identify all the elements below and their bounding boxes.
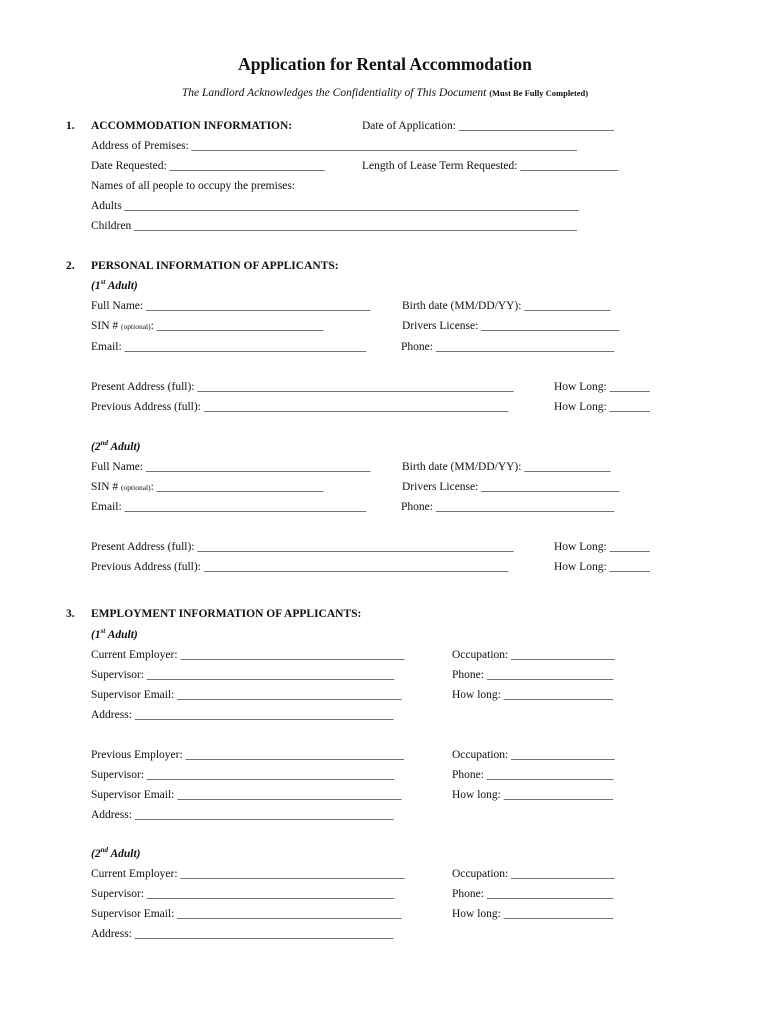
adult-1-previous-how-long-field[interactable]: How long: ___________________	[452, 789, 613, 801]
subtitle	[0, 87, 770, 99]
page-title: Application for Rental Accommodation	[238, 54, 532, 74]
section-1-number: 1.	[66, 120, 75, 132]
section-2-heading: PERSONAL INFORMATION OF APPLICANTS:	[91, 260, 339, 272]
adult-1-previous-employer-field[interactable]: Previous Employer: ______________________________________	[91, 749, 405, 761]
adult-2-drivers-license-field[interactable]: Drivers License: ________________________	[402, 481, 620, 493]
date-requested-field[interactable]: Date Requested: ___________________________	[91, 160, 325, 172]
adult-2-phone-field[interactable]: Phone: _______________________________	[401, 501, 615, 513]
date-of-application-field[interactable]: Date of Application: ___________________________	[362, 120, 615, 132]
adult-1-previous-address-field[interactable]: Address: _____________________________________________	[91, 809, 394, 821]
adult-1-phone-field[interactable]: Phone: _______________________________	[401, 341, 615, 353]
adult-1-drivers-license-field[interactable]: Drivers License: ________________________	[402, 320, 620, 332]
adult-2-previous-how-long-field[interactable]: How Long: _______	[554, 561, 650, 573]
adult-1-current-occupation-field[interactable]: Occupation: __________________	[452, 649, 615, 661]
adult-2-current-phone-field[interactable]: Phone: ______________________	[452, 888, 614, 900]
adults-field[interactable]: Adults _______________________________________________________________________________	[91, 200, 579, 212]
adult-1-birth-date-field[interactable]: Birth date (MM/DD/YY): _______________	[402, 300, 611, 312]
adult-1-email-field[interactable]: Email: __________________________________________	[91, 341, 367, 353]
section-1-heading: ACCOMMODATION INFORMATION:	[91, 120, 293, 132]
adult-1-current-supervisor-field[interactable]: Supervisor: ___________________________________________	[91, 669, 395, 681]
section-2-number: 2.	[66, 260, 75, 272]
adult-2-previous-address-field[interactable]: Previous Address (full): _____________________________________________________	[91, 561, 509, 573]
adult-2-email-field[interactable]: Email: __________________________________________	[91, 501, 367, 513]
adult-2-current-occupation-field[interactable]: Occupation: __________________	[452, 868, 615, 880]
adult-2-current-employer-field[interactable]: Current Employer: _______________________________________	[91, 868, 405, 880]
adult-2-current-address-field[interactable]: Address: _____________________________________________	[91, 928, 394, 940]
adult-1-previous-phone-field[interactable]: Phone: ______________________	[452, 769, 614, 781]
adult-2-birth-date-field[interactable]: Birth date (MM/DD/YY): _______________	[402, 461, 611, 473]
adult-2-sin-field[interactable]: SIN # (optional): _____________________________	[91, 481, 324, 493]
adult-1-current-how-long-field[interactable]: How long: ___________________	[452, 689, 613, 701]
adult-2-current-supervisor-field[interactable]: Supervisor: ___________________________________________	[91, 888, 395, 900]
personal-adult-1-label: (1st Adult)	[91, 278, 138, 292]
adult-2-full-name-field[interactable]: Full Name: _______________________________________	[91, 461, 371, 473]
section-3-heading: EMPLOYMENT INFORMATION OF APPLICANTS:	[91, 608, 362, 620]
children-field[interactable]: Children _____________________________________________________________________________	[91, 220, 577, 232]
personal-adult-2-label: (2nd Adult)	[91, 439, 141, 453]
adult-1-current-employer-field[interactable]: Current Employer: _______________________________________	[91, 649, 405, 661]
adult-1-previous-address-field[interactable]: Previous Address (full): _____________________________________________________	[91, 401, 509, 413]
adult-1-current-supervisor-email-field[interactable]: Supervisor Email: _______________________________________	[91, 689, 402, 701]
confidentiality-note: The Landlord Acknowledges the Confidentiality of This Document	[181, 87, 487, 99]
adult-1-previous-supervisor-field[interactable]: Supervisor: ___________________________________________	[91, 769, 395, 781]
adult-2-present-how-long-field[interactable]: How Long: _______	[554, 541, 650, 553]
adult-1-sin-field[interactable]: SIN # (optional): _____________________________	[91, 320, 324, 332]
employment-adult-2-label: (2nd Adult)	[91, 846, 141, 860]
occupants-label: Names of all people to occupy the premises:	[91, 180, 296, 192]
lease-term-field[interactable]: Length of Lease Term Requested: _________________	[362, 160, 619, 172]
adult-1-previous-how-long-field[interactable]: How Long: _______	[554, 401, 650, 413]
adult-2-current-how-long-field[interactable]: How long: ___________________	[452, 908, 613, 920]
adult-1-previous-occupation-field[interactable]: Occupation: __________________	[452, 749, 615, 761]
section-3-number: 3.	[66, 608, 75, 620]
adult-1-current-phone-field[interactable]: Phone: ______________________	[452, 669, 614, 681]
adult-1-present-how-long-field[interactable]: How Long: _______	[554, 381, 650, 393]
address-of-premises-field[interactable]: Address of Premises: ___________________________________________________________________	[91, 140, 577, 152]
completion-note: (Must Be Fully Completed)	[489, 88, 589, 98]
adult-2-current-supervisor-email-field[interactable]: Supervisor Email: _______________________________________	[91, 908, 402, 920]
adult-1-present-address-field[interactable]: Present Address (full): _______________________________________________________	[91, 381, 514, 393]
employment-adult-1-label: (1st Adult)	[91, 627, 138, 641]
adult-1-previous-supervisor-email-field[interactable]: Supervisor Email: _______________________________________	[91, 789, 402, 801]
adult-1-full-name-field[interactable]: Full Name: _______________________________________	[91, 300, 371, 312]
adult-1-current-address-field[interactable]: Address: _____________________________________________	[91, 709, 394, 721]
adult-2-present-address-field[interactable]: Present Address (full): _______________________________________________________	[91, 541, 514, 553]
